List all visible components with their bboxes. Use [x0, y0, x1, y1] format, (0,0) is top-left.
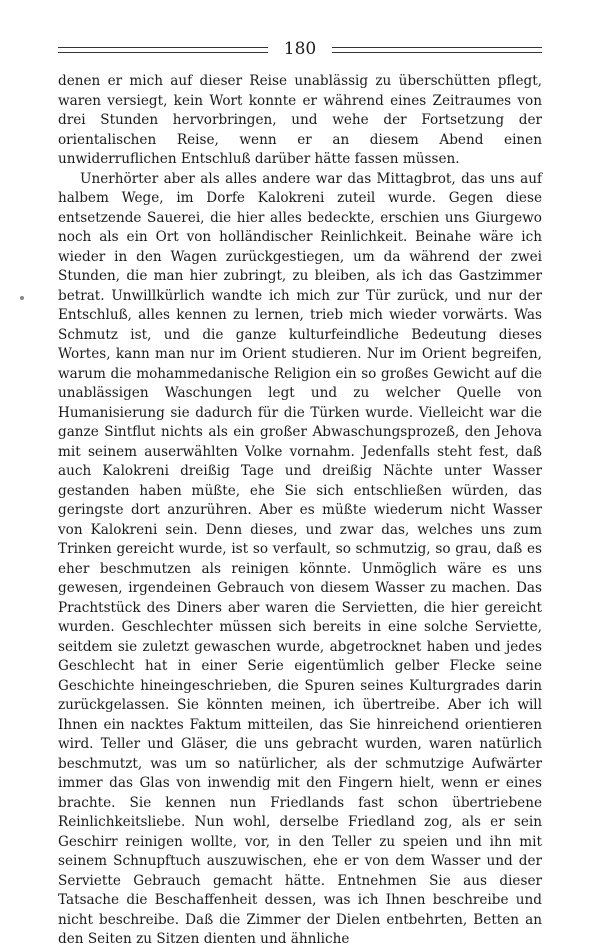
paragraph-continuation: denen er mich auf dieser Reise unablässig zu überschütten pflegt, waren versiegt, kein Wort konnte er während eines Zeitraumes von drei Stunden hervorbringen, und wehe der Fortsetzung der orientalischen Reise, wenn er an diesem Abend einen unwiderruflichen Entschluß darüber hätte fassen müssen.: [58, 73, 542, 167]
margin-mark: [20, 296, 24, 300]
header-rule-right: [332, 47, 542, 53]
page-header: [58, 36, 542, 64]
body-text: [58, 72, 542, 950]
paragraph-mittagbrot: Unerhörter aber als alles andere war das Mittagbrot, das uns auf halbem Wege, im Dorfe Kalokreni zuteil wurde. Gegen diese entsetzende Sauerei, die hier alles bedeckte, erschien uns Giurgewo noch als ein Ort von holländischer Reinlichkeit. Beinahe wäre ich wieder in den Wagen zurückgestiegen, um da während der zwei Stunden, die man hier zubringt, zu bleiben, als ich das Gastzimmer betrat. Unwillkürlich wandte ich mich zur Tür zurück, und nur der Entschluß, alles kennen zu lernen, trieb mich wieder vorwärts. Was Schmutz ist, und die ganze kulturfeindliche Bedeutung dieses Wortes, kann man nur im Orient studieren. Nur im Orient begreifen, warum die mohammedanische Religion ein so großes Gewicht auf die unablässigen Waschungen legt und zu welcher Quelle von Humanisierung sie dadurch für die Türken wurde. Vielleicht war die ganze Sintflut nichts als ein großer Abwaschungsprozeß, den Jehova mit seinem auserwählten Volke vornahm. Jedenfalls steht fest, daß auch Kalokreni dreißig Tage und dreißig Nächte unter Wasser gestanden haben müßte, ehe Sie sich entschließen würden, das geringste dort anzurühren. Aber es müßte wiederum nicht Wasser von Kalokreni sein. Denn dieses, und zwar das, welches uns zum Trinken gereicht wurde, ist so verfault, so schmutzig, so grau, daß es eher beschmutzen als reinigen könnte. Unmöglich wäre es uns gewesen, irgendeinen Gebrauch von diesem Wasser zu machen. Das Prachtstück des Diners aber waren die Servietten, die hier gereicht wurden. Geschlechter müssen sich bereits in eine solche Serviette, seitdem sie zuletzt gewaschen wurde, abgetrocknet haben und jedes Geschlecht hat in einer Serie eigentümlich gelber Flecke seine Geschichte hineingeschrieben, die Spuren seines Kulturgrades darin zurückgelassen. Sie könnten meinen, ich übertreibe. Aber ich will Ihnen ein nacktes Faktum mitteilen, das Sie hinreichend orientieren wird. Teller und Gläser, die uns gebracht wurden, waren natürlich beschmutzt, was um so natürlicher, als der schmutzige Aufwärter immer das Glas von inwendig mit den Fingern hielt, wenn er eines brachte. Sie kennen nun Friedlands fast schon übertriebene Reinlichkeitsliebe. Nun wohl, derselbe Friedland zog, als er sein Geschirr reinigen wollte, vor, in den Teller zu speien und ihn mit seinem Schnupftuch auszuwischen, ehe er von dem Wasser und der Serviette Gebrauch gemacht hätte. Entnehmen Sie aus dieser Tatsache die Beschaffenheit dessen, was ich Ihnen beschreibe und nicht beschreibe. Daß die Zimmer der Dielen entbehrten, Betten an den Seiten zu Sitzen dienten und ähnliche: [58, 170, 542, 947]
page-number: 180: [283, 39, 317, 59]
